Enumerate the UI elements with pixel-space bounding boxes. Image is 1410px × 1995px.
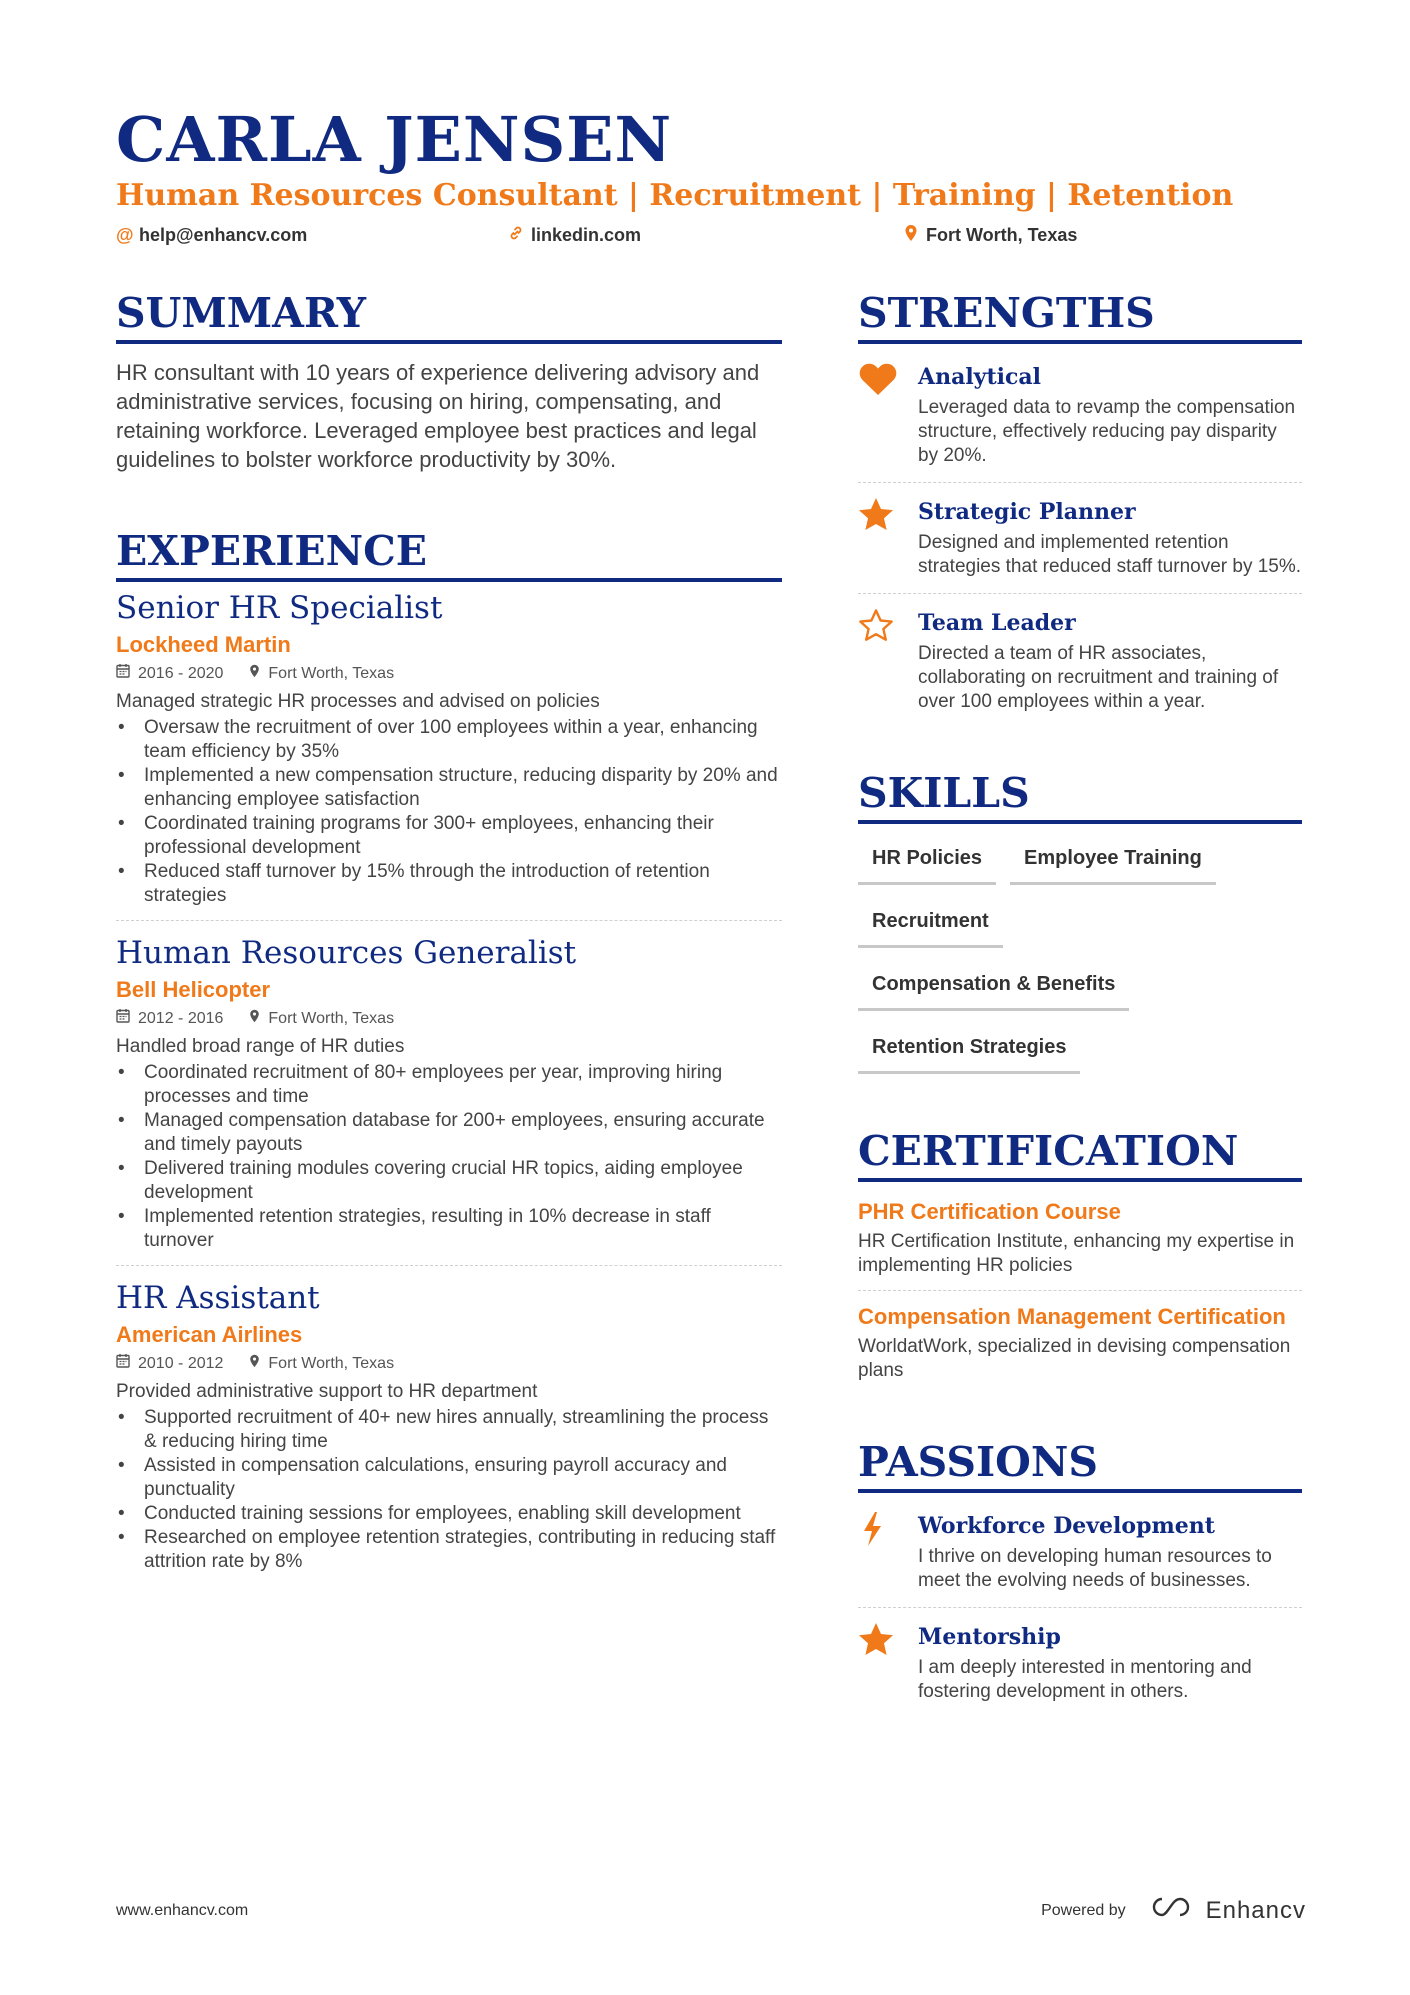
- job-meta: [116, 1353, 782, 1375]
- experience-heading: EXPERIENCE: [116, 526, 782, 582]
- job-description: Handled broad range of HR duties: [116, 1036, 405, 1057]
- brand-logo[interactable]: [1150, 1895, 1306, 1926]
- candidate-name: CARLA JENSEN: [116, 103, 673, 176]
- job-location-text: Fort Worth, Texas: [268, 1010, 395, 1027]
- job-bullet: • Reduced staff turnover by 15% through the introduction of retention strategies: [116, 860, 782, 908]
- lightning-icon: [858, 1511, 918, 1593]
- link-icon: [508, 225, 524, 246]
- job-entry: [116, 1278, 782, 1586]
- strength-item: [858, 348, 1302, 483]
- footer-url[interactable]: www.enhancv.com: [116, 1901, 249, 1919]
- job-bullet: • Oversaw the recruitment of over 100 employees within a year, enhancing team efficiency by 35%: [116, 716, 782, 764]
- contact-email[interactable]: [116, 225, 508, 246]
- strength-item: [858, 483, 1302, 594]
- left-column: [116, 288, 782, 1598]
- company-name: American Airlines: [116, 1322, 303, 1347]
- passion-title: Workforce Development: [918, 1513, 1215, 1539]
- strength-description: Directed a team of HR associates, collaborating on recruitment and training of over 100 employees within a year.: [918, 643, 1279, 712]
- passion-description: I am deeply interested in mentoring and fostering development in others.: [918, 1657, 1252, 1702]
- job-title: Senior HR Specialist: [116, 590, 443, 626]
- summary-heading: SUMMARY: [116, 288, 782, 344]
- certification-heading: CERTIFICATION: [858, 1126, 1302, 1182]
- job-meta: [116, 1008, 782, 1030]
- infinity-logo-icon: [1150, 1895, 1196, 1926]
- job-bullets: [116, 716, 782, 908]
- email-text: help@enhancv.com: [139, 224, 308, 245]
- strength-item: [858, 594, 1302, 728]
- passion-description: I thrive on developing human resources to meet the evolving needs of businesses.: [918, 1546, 1272, 1591]
- job-title: HR Assistant: [116, 1280, 320, 1316]
- passion-title: Mentorship: [918, 1624, 1061, 1650]
- certification-item: [858, 1186, 1302, 1291]
- company-name: Bell Helicopter: [116, 977, 271, 1002]
- strength-description: Leveraged data to revamp the compensation structure, effectively reducing pay disparity by 20%.: [918, 397, 1296, 466]
- strength-title: Strategic Planner: [918, 499, 1136, 525]
- job-bullets: [116, 1061, 782, 1253]
- strength-title: Analytical: [918, 364, 1041, 390]
- strengths-heading: STRENGTHS: [858, 288, 1302, 344]
- job-location: [249, 1353, 394, 1375]
- skill-tag: HR Policies: [858, 836, 996, 885]
- passion-item: [858, 1497, 1302, 1608]
- passions-list: [858, 1497, 1302, 1718]
- heart-icon: [858, 362, 918, 468]
- skills-list: [858, 836, 1302, 1088]
- certification-title: PHR Certification Course: [858, 1199, 1121, 1224]
- job-bullet: • Delivered training modules covering crucial HR topics, aiding employee development: [116, 1157, 782, 1205]
- certification-list: [858, 1186, 1302, 1395]
- location-pin-icon: [249, 1353, 260, 1375]
- powered-by: [1041, 1895, 1306, 1926]
- job-bullet: • Conducted training sessions for employees, enabling skill development: [116, 1502, 782, 1526]
- right-column: [858, 288, 1302, 1718]
- job-location: [249, 1008, 394, 1030]
- job-title: Human Resources Generalist: [116, 935, 577, 971]
- skill-tag: Recruitment: [858, 899, 1003, 948]
- job-dates: 2016 - 2020: [138, 665, 224, 682]
- certification-description: WorldatWork, specialized in devising compensation plans: [858, 1336, 1291, 1381]
- job-location-text: Fort Worth, Texas: [268, 665, 395, 682]
- job-meta: [116, 663, 782, 685]
- contact-bar: [116, 222, 1306, 248]
- job-location-text: Fort Worth, Texas: [268, 1355, 395, 1372]
- brand-name: Enhancv: [1205, 1896, 1306, 1924]
- job-bullet: • Coordinated recruitment of 80+ employees per year, improving hiring processes and time: [116, 1061, 782, 1109]
- job-dates: 2012 - 2016: [138, 1010, 224, 1027]
- contact-linkedin[interactable]: [508, 225, 903, 246]
- calendar-icon: [116, 1353, 130, 1375]
- calendar-icon: [116, 663, 130, 685]
- passion-item: [858, 1608, 1302, 1718]
- passions-heading: PASSIONS: [858, 1437, 1302, 1493]
- job-bullet: • Implemented retention strategies, resulting in 10% decrease in staff turnover: [116, 1205, 782, 1253]
- job-bullet: • Coordinated training programs for 300+ employees, enhancing their professional development: [116, 812, 782, 860]
- candidate-headline: Human Resources Consultant | Recruitment | Training | Retention: [116, 178, 1234, 213]
- location-pin-icon: [249, 663, 260, 685]
- job-bullet: • Assisted in compensation calculations, ensuring payroll accuracy and punctuality: [116, 1454, 782, 1502]
- job-bullet: • Managed compensation database for 200+ employees, ensuring accurate and timely payouts: [116, 1109, 782, 1157]
- job-dates: 2010 - 2012: [138, 1355, 224, 1372]
- job-bullet: • Implemented a new compensation structure, reducing disparity by 20% and enhancing employee satisfaction: [116, 764, 782, 812]
- strengths-list: [858, 348, 1302, 728]
- experience-list: [116, 588, 782, 1586]
- job-description: Provided administrative support to HR department: [116, 1381, 538, 1402]
- footer: [116, 1895, 1306, 1926]
- summary-text: HR consultant with 10 years of experience delivering advisory and administrative services, focusing on hiring, compensating, and retaining workforce. Leveraged employee best practices and legal guidelines to bolster workforce productivity by 30%.: [116, 360, 760, 472]
- at-icon: @: [116, 224, 134, 245]
- skill-tag: Retention Strategies: [858, 1025, 1080, 1074]
- certification-item: [858, 1291, 1302, 1395]
- powered-by-label: Powered by: [1041, 1901, 1126, 1919]
- skills-heading: SKILLS: [858, 768, 1302, 824]
- star-outline-icon: [858, 608, 918, 714]
- skill-tag: Compensation & Benefits: [858, 962, 1129, 1011]
- job-description: Managed strategic HR processes and advised on policies: [116, 691, 600, 712]
- job-bullets: [116, 1406, 782, 1574]
- strength-description: Designed and implemented retention strategies that reduced staff turnover by 15%.: [918, 532, 1302, 577]
- job-bullet: • Supported recruitment of 40+ new hires annually, streamlining the process & reducing hiring time: [116, 1406, 782, 1454]
- star-icon: [858, 497, 918, 579]
- strength-title: Team Leader: [918, 610, 1076, 636]
- job-entry: [116, 588, 782, 921]
- location-pin-icon: [903, 224, 919, 247]
- job-bullet: • Researched on employee retention strategies, contributing in reducing staff attrition rate by 8%: [116, 1526, 782, 1574]
- skill-tag: Employee Training: [1010, 836, 1216, 885]
- location-pin-icon: [249, 1008, 260, 1030]
- linkedin-text: linkedin.com: [531, 224, 642, 245]
- star-icon: [858, 1622, 918, 1704]
- job-entry: [116, 933, 782, 1266]
- resume-header: [116, 104, 1306, 248]
- company-name: Lockheed Martin: [116, 632, 291, 657]
- job-location: [249, 663, 394, 685]
- calendar-icon: [116, 1008, 130, 1030]
- location-text: Fort Worth, Texas: [926, 224, 1078, 245]
- contact-location: [903, 224, 1077, 247]
- certification-description: HR Certification Institute, enhancing my expertise in implementing HR policies: [858, 1231, 1295, 1276]
- certification-title: Compensation Management Certification: [858, 1304, 1286, 1329]
